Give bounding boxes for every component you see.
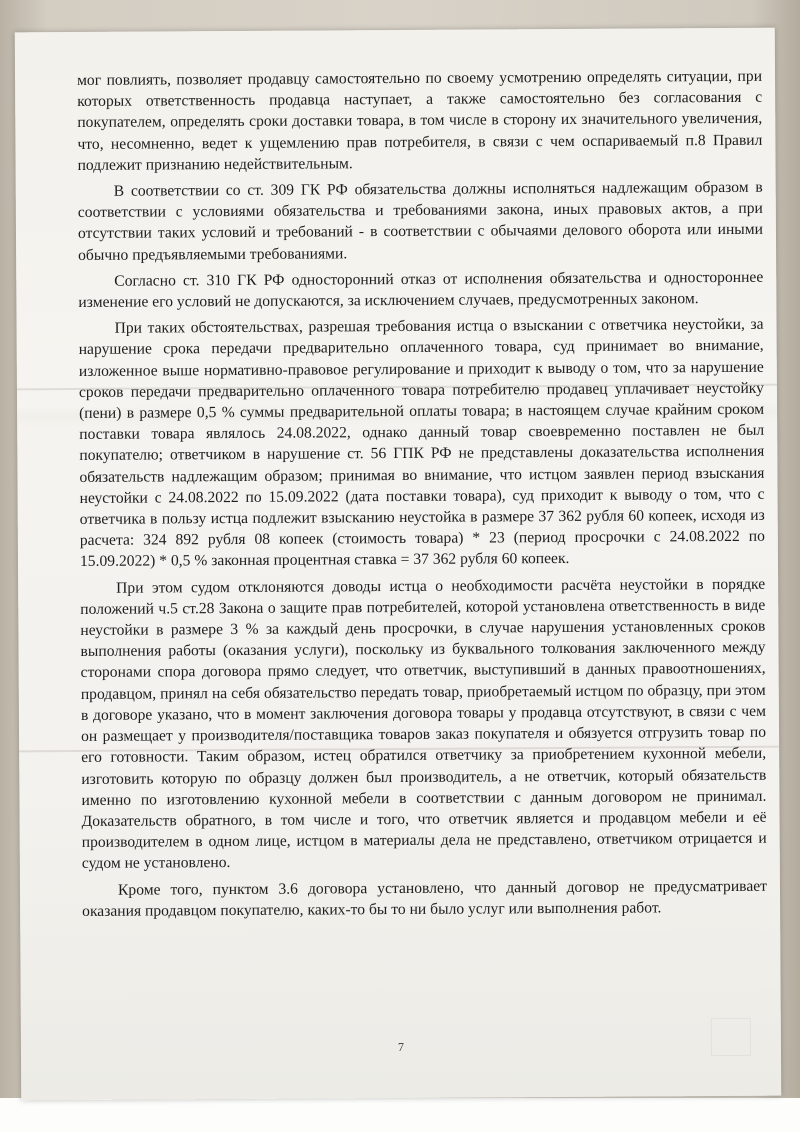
paragraph-article-309: В соответствии со ст. 309 ГК РФ обязательства должны исполняться надлежащим образом в соответствии с условиями обязательства и требованиями закона, иных правовых актов, а при отсутствии таких условий и требований - в соответствии с обычаями делового оборота или иными обычно предъявляемыми требованиями. (77, 178, 764, 264)
bottom-white-band (0, 1098, 800, 1132)
paragraph-penalty-calculation: При таких обстоятельствах, разрешая требования истца о взыскании с ответчика неустойки, за нарушение срока передачи предварительно оплаченного товара, суд принимает во внимание, изложенное выше нормативно-правовое регулирование и приходит к выводу о том, что за нарушение сроков передачи предварительно оплаченного товара потребителю продавец уплачивает неустойку (пени) в размере 0,5 % суммы предварительной оплаты товара; в настоящем случае крайним сроком поставки товара являлось 24.08.2022, однако данный товар своевременно поставлен не был покупателю; ответчиком в нарушение ст. 56 ГПК РФ не представлены доказательства исполнения обязательств надлежащим образом; принимая во внимание, что истцом заявлен период взыскания неустойки с 24.08.2022 по 15.09.2022 (дата поставки товара), суд приходит к выводу о том, что с ответчика в пользу истца подлежит взысканию неустойка в размере 37 362 рубля 60 копеек, исходя из расчета: 324 892 рубля 08 копеек (стоимость товара) * 23 (период просрочки с 24.08.2022 по 15.09.2022) * 0,5 % законная процентная ставка = 37 362 рубля 60 копеек. (78, 315, 765, 571)
page-number: 7 (397, 1039, 404, 1055)
paragraph-rejected-arguments: При этом судом отклоняются доводы истца о необходимости расчёта неустойки в порядке положений ч.5 ст.28 Закона о защите прав потребителей, которой установлена ответственность в виде неустойки в размере 3 % за каждый день просрочки, в случае нарушения установленных сроков выполнения работы (оказания услуги), поскольку из буквального толкования заключенного между сторонами спора договора прямо следует, что ответчик, выступивший в данных правоотношениях, продавцом, принял на себя обязательство передать товар, приобретаемый истцом по образцу, при этом в договоре указано, что в момент заключения договора товары у продавца отсутствуют, в связи с чем он размещает у производителя/поставщика товаров заказ покупателя и обязуется отгрузить товар по его готовности. Таким образом, истец обратился ответчику за приобретением кухонной мебели, изготовить которую по образцу должен был производитель, а не ответчик, который обязательств именно по изготовлению кухонной мебели в соответствии с данным договором не принимал. Доказательств обратного, в том числе и того, что ответчик является и продавцом мебели и её производителем в одном лице, истцом в материалы дела не представлено, ответчиком отрицается и судом не установлено. (80, 575, 767, 873)
document-body (77, 66, 767, 927)
paragraph-clause-3-6: Кроме того, пунктом 3.6 договора установлено, что данный договор не предусматривает оказания продавцом покупателю, каких-то бы то ни было услуг или выполнения работ. (82, 877, 768, 920)
faint-stamp-mark (711, 1018, 751, 1056)
paragraph-continuation: мог повлиять, позволяет продавцу самостоятельно по своему усмотрению определять ситуации, при которых ответственность продавца наступает, а также самостоятельно без согласования с покупателем, определять сроки доставки товара, в том числе в сторону их значительного увеличения, что, несомненно, ведет к ущемлению прав потребителя, в связи с чем оспариваемый п.8 Правил подлежит признанию недействительным. (76, 67, 763, 174)
paragraph-article-310: Согласно ст. 310 ГК РФ односторонний отказ от исполнения обязательства и одностороннее изменение его условий не допускаются, за исключением случаев, предусмотренных законом. (78, 268, 764, 311)
document-page (15, 28, 782, 1101)
